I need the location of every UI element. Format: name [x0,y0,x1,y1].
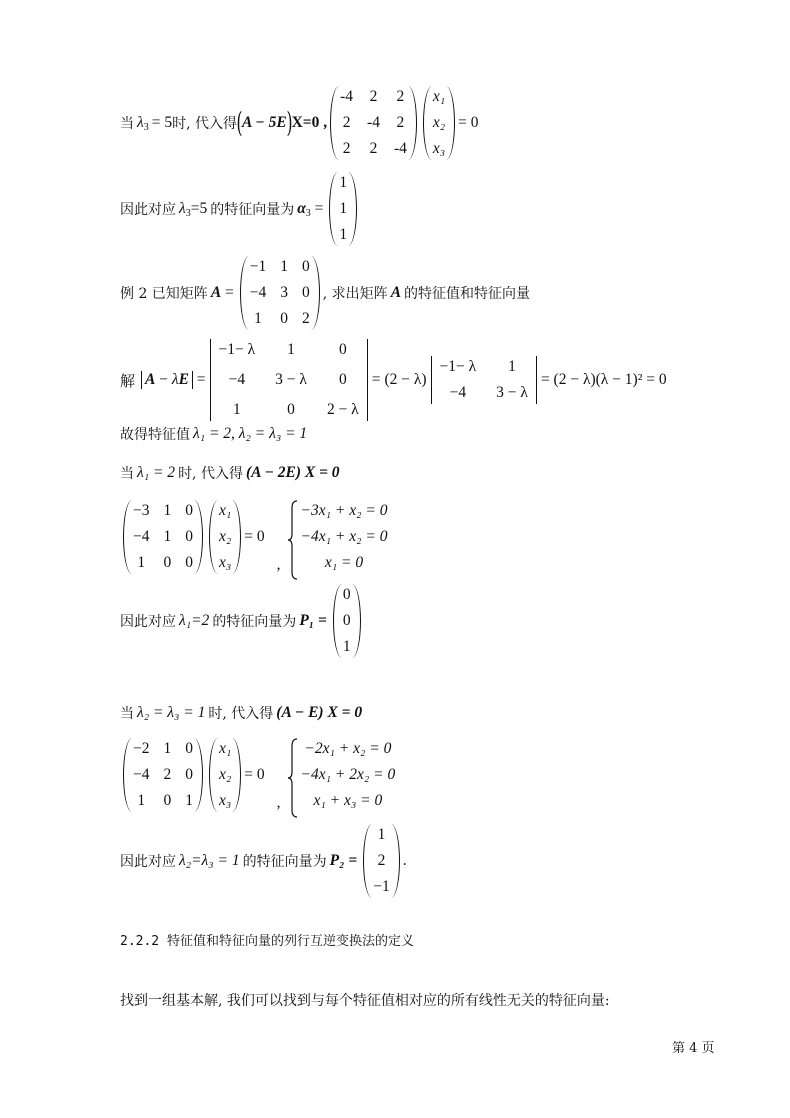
unknown-vector [423,86,455,160]
determinant-cell: 3 − λ [275,371,307,388]
matrix-cell: −4 [133,766,150,783]
case2-rhs: = 0 [244,766,265,783]
text-substitute: 时, 代入得 [208,706,274,722]
example-2-label: 例 2 已知矩阵 [120,286,208,302]
vector-cell: x₃ [219,554,232,571]
text-substitute: 时, 代入得 [172,116,237,132]
matrix-cell: 0 [163,554,172,571]
text-prefix: 当 [120,116,134,132]
determinant-cell: −4 [449,384,467,401]
matrix-cell: 1 [185,792,193,809]
matrix-cell: 2 [163,766,172,783]
equation-row: x₁ + x₃ = 0 [313,792,383,809]
eigenvector-p1 [120,584,364,658]
lambda1-condition: λ₁ = 2 [137,464,176,481]
matrix-cell: 0 [185,740,193,757]
matrix-cell: 2 [342,140,351,157]
determinant-cell: 0 [287,401,295,418]
characteristic-result: = (2 − λ)(λ − 1)² = 0 [540,371,667,388]
matrix-a-symbol: A = [210,284,234,301]
determinant-cell: 0 [338,341,347,358]
matrix-cell: −4 [249,284,267,301]
determinant-2x2 [431,356,537,404]
eigenvector-p2 [120,824,407,898]
matrix-cell: 2 [369,88,378,105]
matrix-cell: 1 [137,792,146,809]
matrix-cell: 1 [254,310,262,327]
equation-a-minus-2e: (A − 2E) X = 0 [245,464,340,481]
case1-unknown-vector [209,500,241,574]
vector-cell: x₃ [432,140,446,157]
left-brace-icon [287,738,299,818]
text-eigenvector-is: 的特征向量为 [242,854,327,870]
matrix-cell: 0 [280,310,289,327]
text-eigenvector-is: 的特征向量为 [210,202,295,218]
matrix-cell: −1 [249,258,267,275]
matrix-cell: −4 [133,528,150,545]
lambda23-condition: λ₂ = λ₃ = 1 [137,704,206,721]
expr-x-equals-0: X=0 , [291,114,328,131]
matrix-cell: 0 [185,554,193,571]
matrix-cell: −2 [133,740,150,757]
period: . [402,852,407,869]
vector-cell: 1 [339,174,348,191]
text-corresponding: 因此对应 [120,854,176,870]
lambda23-value: λ₂=λ₃ = 1 [179,852,240,869]
determinant-cell: −4 [228,371,246,388]
matrix-cell: 2 [302,310,310,327]
lambda3-symbol: $\lambda_3$ [137,114,149,133]
vector-cell: x₂ [432,114,446,131]
coefficient-matrix [330,86,417,160]
matrix-a-symbol-2: A [390,284,402,301]
determinant-cell: 3 − λ [496,384,528,401]
matrix-cell: -4 [393,140,407,157]
case1-linear-system [287,500,388,574]
p2-symbol: P₂ = [329,852,358,869]
case-lambda1-heading [120,463,343,483]
matrix-cell: 0 [185,766,193,783]
lambda1-value: λ₁=2 [179,612,210,629]
solution-label: 解 [120,371,136,390]
vector-cell: 1 [339,200,348,217]
vector-cell: x₂ [219,766,232,783]
det-a-minus-lambda-e: A − λE = [141,371,206,389]
equation-row: −4x₁ + x₂ = 0 [300,528,388,545]
case1-matrix [123,500,203,574]
equation-row: x₁ = 0 [324,554,364,571]
eigenvector-p1-values [333,584,361,658]
matrix-cell: 1 [163,740,172,757]
matrix-cell: 2 [369,140,378,157]
case-lambda1-system [120,500,387,574]
eigenvalues-result [120,424,310,444]
solution-determinant [120,339,667,421]
matrix-cell: 1 [163,502,172,519]
determinant-cell: 1 [287,341,295,358]
matrix-cell: 0 [302,258,310,275]
matrix-cell: 0 [185,502,193,519]
body-paragraph: 找到一组基本解, 我们可以找到与每个特征值相对应的所有线性无关的特征向量: [120,993,610,1009]
vector-cell: 0 [342,586,351,603]
rhs-zero: = 0 [458,114,479,131]
eigenvalues-values: λ₁ = 2, λ₂ = λ₃ = 1 [193,425,308,442]
vector-cell: 1 [342,638,351,655]
expr-a-minus-5e: ( A − 5E ) [236,106,293,139]
determinant-cell: 2 − λ [326,401,359,418]
lambda3-value: = 5 [151,114,173,131]
matrix-cell: 3 [280,284,289,301]
matrix-cell: −3 [133,502,150,519]
eigenvector-alpha3-values [329,172,357,246]
matrix-cell: 1 [163,528,172,545]
vector-cell: 1 [339,226,348,243]
equation-row: −3x₁ + x₂ = 0 [300,502,388,519]
matrix-cell: -4 [367,114,380,131]
matrix-cell: 0 [185,528,193,545]
matrix-cell: 0 [302,284,310,301]
case2-unknown-vector [209,738,241,812]
text-eigenvector-is: 的特征向量为 [212,614,297,630]
example-2-statement [120,256,530,330]
vector-cell: x₃ [219,792,232,809]
text-corresponding: 因此对应 [120,614,176,630]
case-lambda23-heading [120,703,365,723]
text-eigenvalues: 故得特征值 [120,427,190,443]
vector-cell: 1 [377,826,386,843]
alpha3-symbol: $\alpha_3$ = [297,200,324,219]
text-substitute: 时, 代入得 [178,466,243,482]
left-brace-icon [287,500,299,580]
matrix-cell: 2 [342,114,351,131]
eigen-case-lambda3-equals-5 [120,86,479,160]
equation-row: −2x₁ + x₂ = 0 [304,740,392,757]
determinant-cell: 1 [508,358,516,375]
text-find-matrix: , 求出矩阵 [322,286,388,302]
vector-cell: x₁ [219,740,232,757]
vector-cell: x₁ [219,502,232,519]
text-corresponding: 因此对应 [120,202,176,218]
p1-symbol: P₁ = [299,612,327,629]
equation-a-minus-e: (A − E) X = 0 [276,704,363,721]
eigenvector-alpha3 [120,172,360,246]
comma: , [276,794,281,811]
matrix-a [240,256,320,330]
determinant-3x3 [210,339,368,421]
section-heading: 2.2.2 特征值和特征向量的列行互逆变换法的定义 [120,934,414,949]
case2-linear-system [287,738,396,812]
text-when: 当 [120,706,134,722]
case2-matrix [123,738,203,812]
matrix-cell: -4 [340,88,354,105]
matrix-cell: 2 [396,114,405,131]
lambda3-symbol: $\lambda_3=5$ [179,200,208,219]
determinant-cell: 1 [232,401,241,418]
matrix-cell: 1 [137,554,146,571]
vector-cell: x₁ [432,88,446,105]
equation-row: −4x₁ + 2x₂ = 0 [300,766,396,783]
vector-cell: 0 [342,612,351,629]
text-eigen-values-vectors: 的特征值和特征向量 [404,286,531,302]
equals-sign: = [371,371,381,388]
case1-rhs: = 0 [244,528,265,545]
matrix-cell: 0 [163,792,172,809]
determinant-cell: 0 [338,371,347,388]
matrix-cell: 2 [396,88,405,105]
case-lambda23-system [120,738,395,812]
text-when: 当 [120,466,134,482]
determinant-cell: −1− λ [439,358,477,375]
eigenvector-p2-values [363,824,400,898]
vector-cell: 2 [377,852,386,869]
factor-2-minus-lambda: (2 − λ) [384,371,427,388]
determinant-cell: −1− λ [218,341,256,358]
matrix-cell: 1 [280,258,289,275]
vector-cell: −1 [373,878,390,895]
page-number: 第 4 页 [672,1041,715,1056]
comma: , [276,556,281,573]
vector-cell: x₂ [219,528,232,545]
